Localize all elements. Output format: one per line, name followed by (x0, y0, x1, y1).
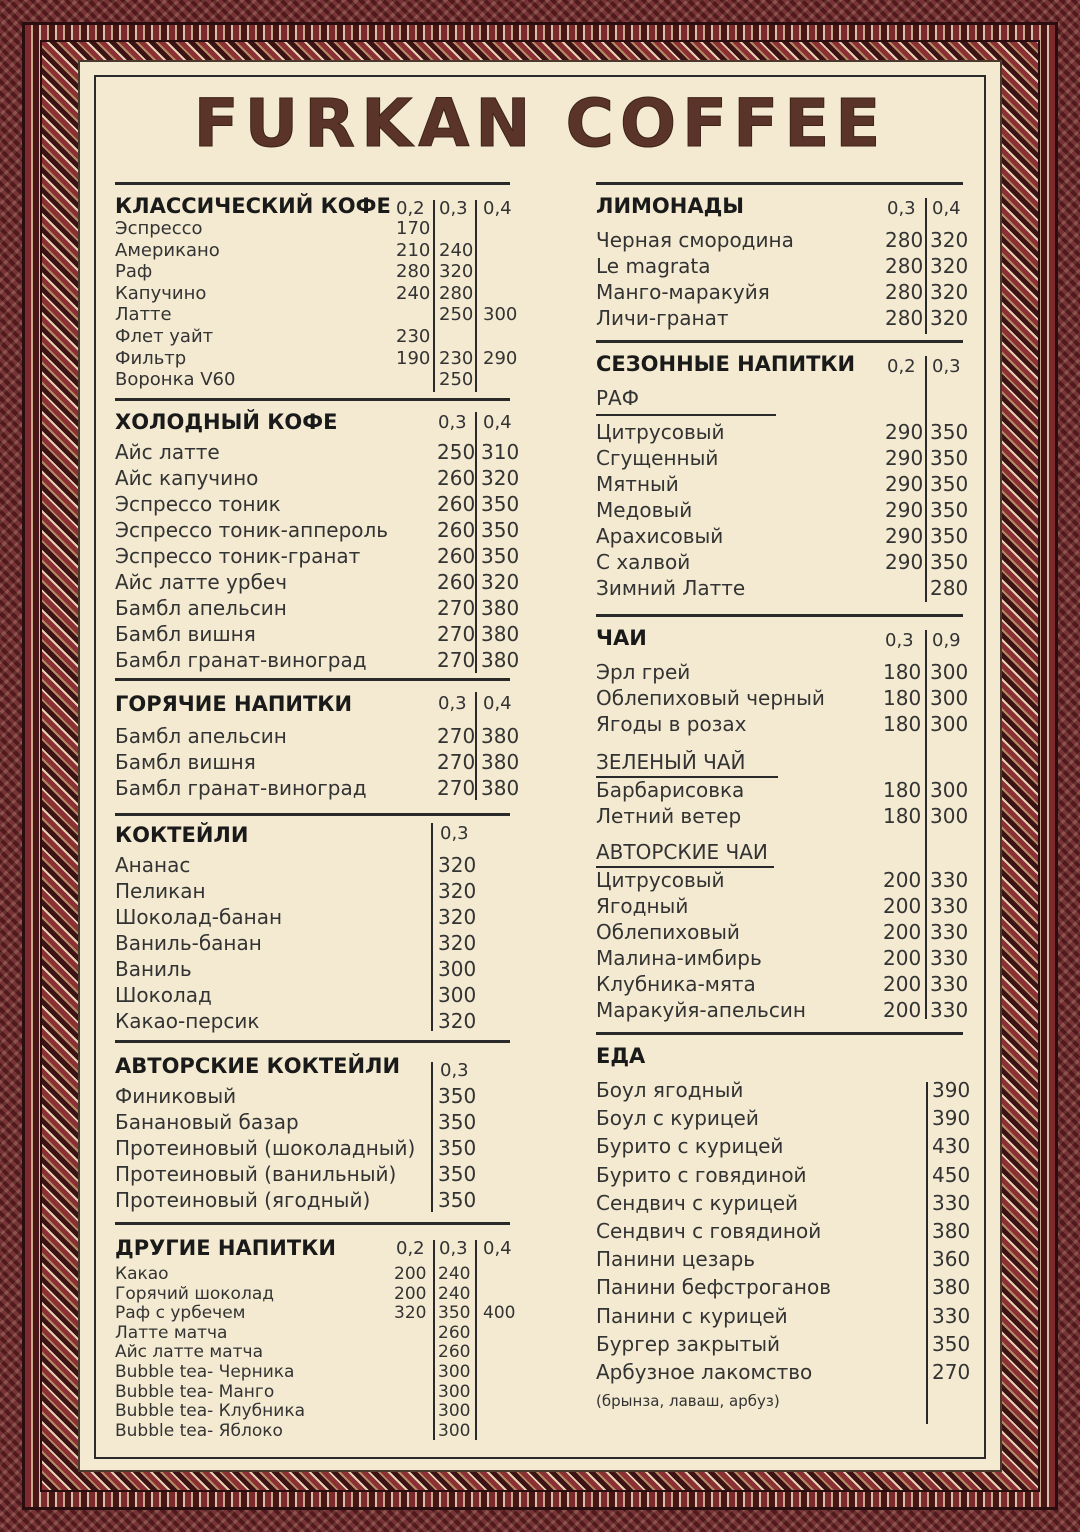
menu-item-price: 390 (932, 1106, 971, 1131)
menu-item-name: Шоколад (115, 983, 212, 1007)
section-divider (115, 1040, 510, 1043)
menu-item-price: 300 (438, 1381, 471, 1402)
menu-item-name: Бурито с говядиной (596, 1162, 807, 1187)
menu-item-price: 260 (437, 492, 476, 516)
subsection-underline (596, 414, 776, 416)
menu-item-name: Клубника-мята (596, 972, 756, 996)
menu-item-name: Цитрусовый (596, 868, 725, 892)
menu-item-name: Айс латте матча (115, 1342, 263, 1363)
size-header: 0,3 (932, 356, 961, 377)
column-separator (433, 1240, 435, 1440)
size-header: 0,3 (440, 823, 469, 844)
menu-item-price: 200 (883, 920, 922, 944)
menu-item-price: 320 (438, 905, 477, 929)
menu-item-price: 200 (883, 998, 922, 1022)
subsection-title: АВТОРСКИЕ ЧАИ (596, 840, 768, 864)
menu-item-name: С халвой (596, 550, 691, 574)
section-title: ЧАИ (596, 626, 647, 650)
menu-item-price: 350 (481, 492, 520, 516)
menu-item-price: 380 (932, 1275, 971, 1300)
menu-item-price: 300 (438, 957, 477, 981)
menu-item-name: Арбузное лакомство (596, 1360, 813, 1384)
menu-item-price: 270 (437, 750, 476, 774)
menu-item-name: Маракуйя-апельсин (596, 998, 806, 1022)
menu-item-price: 200 (394, 1283, 427, 1304)
menu-item-name: Капучино (115, 282, 207, 304)
menu-item-price: 320 (930, 254, 969, 278)
menu-item-price: 300 (930, 660, 969, 684)
menu-item-price: 290 (885, 472, 924, 496)
menu-item-name: Боул ягодный (596, 1078, 744, 1102)
size-header: 0,4 (483, 412, 512, 433)
menu-item-name: Финиковый (115, 1084, 237, 1108)
menu-item-price: 180 (883, 686, 922, 710)
column-separator (926, 1082, 928, 1424)
column-separator (925, 198, 927, 334)
menu-item-name: Бамбл вишня (115, 750, 256, 774)
menu-item-name: Ваниль-банан (115, 931, 262, 955)
menu-item-price: 380 (481, 648, 520, 672)
menu-item-price: 300 (930, 686, 969, 710)
section-divider (596, 340, 963, 343)
menu-item-name: Бургер закрытый (596, 1331, 781, 1356)
menu-item-price: 180 (883, 778, 922, 802)
menu-item-price: 320 (930, 280, 969, 304)
column-separator (475, 412, 477, 673)
section-divider (115, 1222, 510, 1225)
menu-item-name: Эспрессо (115, 218, 203, 239)
menu-item-price: 300 (930, 804, 969, 828)
menu-item-price: 260 (437, 518, 476, 542)
menu-item-price: 290 (885, 524, 924, 548)
size-header: 0,3 (438, 412, 467, 433)
column-separator (475, 200, 477, 392)
menu-item-price: 350 (930, 524, 969, 548)
section-divider (596, 1032, 963, 1035)
section-title: ХОЛОДНЫЙ КОФЕ (115, 410, 338, 434)
menu-item-name: Эрл грей (596, 660, 691, 684)
column-separator (925, 630, 927, 1019)
menu-item-name: Бамбл гранат-виноград (115, 648, 367, 672)
menu-item-name: Облепиховый черный (596, 686, 825, 710)
menu-item-price: 280 (396, 261, 431, 283)
menu-item-price: 250 (437, 440, 476, 464)
menu-item-price: 300 (438, 1401, 471, 1422)
section-title: ЕДА (596, 1044, 646, 1068)
menu-item-price: 290 (885, 550, 924, 574)
menu-item-name: Эспрессо тоник (115, 492, 281, 516)
section-divider (596, 182, 963, 185)
menu-item-price: 300 (438, 1420, 471, 1441)
section-title: КОКТЕЙЛИ (115, 823, 249, 847)
menu-item-price: 290 (483, 347, 518, 369)
menu-item-price: 240 (439, 239, 474, 261)
menu-item-name: Протеиновый (ванильный) (115, 1162, 397, 1186)
subsection-title: РАФ (596, 386, 639, 410)
menu-item-price: 320 (394, 1303, 427, 1324)
subsection-title: ЗЕЛЕНЫЙ ЧАЙ (596, 750, 746, 774)
menu-item-name: Черная смородина (596, 228, 794, 252)
menu-item-price: 350 (930, 446, 969, 470)
menu-item-price: 450 (932, 1162, 971, 1187)
menu-item-price: 350 (438, 1136, 477, 1160)
section-divider (596, 614, 963, 617)
menu-item-price: 200 (883, 972, 922, 996)
size-header: 0,4 (932, 198, 961, 219)
menu-item-name: Бамбл вишня (115, 622, 256, 646)
menu-item-price: 350 (481, 518, 520, 542)
menu-item-price: 280 (885, 306, 924, 330)
menu-item-price: 330 (930, 998, 969, 1022)
menu-item-name: Бурито с курицей (596, 1134, 784, 1159)
menu-section (115, 678, 520, 803)
menu-item-price: 180 (883, 712, 922, 736)
menu-item-price: 350 (438, 1188, 477, 1212)
menu-item-price: 200 (883, 946, 922, 970)
menu-section (596, 614, 969, 1034)
menu-item-price: 330 (930, 920, 969, 944)
menu-item-name: Ягоды в розах (596, 712, 747, 736)
menu-item-name: Барбарисовка (596, 778, 745, 802)
menu-item-price: 350 (930, 472, 969, 496)
menu-item-name: Латте матча (115, 1322, 228, 1343)
size-header: 0,2 (887, 356, 916, 377)
menu-item-name: Латте (115, 304, 172, 326)
menu-item-price: 240 (438, 1283, 471, 1304)
menu-item-price: 270 (437, 596, 476, 620)
column-separator (431, 823, 433, 1031)
section-divider (115, 182, 510, 185)
menu-item-price: 280 (439, 282, 474, 304)
menu-item-price: 230 (439, 347, 474, 369)
menu-section (596, 1032, 971, 1427)
menu-item-price: 430 (932, 1134, 971, 1159)
menu-item-name: Раф с урбечем (115, 1303, 246, 1324)
menu-item-price: 350 (930, 420, 969, 444)
menu-item-name: Панини с курицей (596, 1303, 788, 1328)
menu-item-name: Сгущенный (596, 446, 719, 470)
menu-item-name: Боул с курицей (596, 1106, 759, 1131)
menu-item-price: 350 (438, 1162, 477, 1186)
menu-item-price: 300 (930, 778, 969, 802)
size-header: 0,3 (440, 1060, 469, 1081)
menu-item-price: 360 (932, 1247, 971, 1272)
menu-item-price: 350 (481, 544, 520, 568)
menu-item-price: 210 (396, 239, 431, 261)
menu-item-name: Bubble tea- Манго (115, 1381, 275, 1402)
menu-item-name: Облепиховый (596, 920, 740, 944)
menu-item-price: 270 (437, 648, 476, 672)
menu-item-price: 310 (481, 440, 520, 464)
menu-item-name: Цитрусовый (596, 420, 725, 444)
menu-item-name: Сендвич с курицей (596, 1190, 799, 1215)
menu-item-name: Американо (115, 239, 220, 261)
menu-item-name: Малина-имбирь (596, 946, 762, 970)
menu-item-name: Ягодный (596, 894, 689, 918)
section-divider (115, 813, 510, 816)
menu-item-name: Панини цезарь (596, 1247, 756, 1272)
menu-item-name: Панини бефстроганов (596, 1275, 831, 1300)
menu-item-price: 290 (885, 446, 924, 470)
menu-item-price: 280 (930, 576, 969, 600)
section-title: ЛИМОНАДЫ (596, 194, 745, 218)
menu-item-name: Пеликан (115, 879, 206, 903)
menu-item-price: 250 (439, 369, 474, 391)
menu-title: FURKAN COFFEE (193, 85, 887, 162)
menu-item-name: Зимний Латте (596, 576, 746, 600)
menu-item-price: 300 (438, 1362, 471, 1382)
menu-item-price: 260 (437, 570, 476, 594)
menu-item-price: 240 (396, 282, 431, 304)
menu-item-name: Сендвич с говядиной (596, 1219, 822, 1243)
menu-item-price: 280 (885, 228, 924, 252)
size-header: 0,3 (885, 630, 914, 651)
menu-section (115, 1040, 510, 1215)
menu-item-price: 250 (439, 304, 474, 326)
menu-item-price: 200 (883, 894, 922, 918)
menu-item-price: 320 (438, 853, 477, 877)
menu-item-name: Bubble tea- Клубника (115, 1401, 306, 1422)
menu-item-price: 350 (930, 550, 969, 574)
menu-item-name: Флет уайт (115, 326, 214, 347)
menu-item-price: 350 (438, 1303, 471, 1324)
menu-item-name: Какао (115, 1264, 169, 1284)
menu-item-name: Ананас (115, 853, 191, 877)
menu-item-price: 260 (437, 466, 476, 490)
menu-item-price: 190 (396, 347, 431, 369)
menu-item-price: 350 (930, 498, 969, 522)
menu-item-price: 350 (438, 1110, 477, 1134)
menu-item-name: Айс капучино (115, 466, 259, 490)
size-header: 0,4 (483, 693, 512, 714)
size-header: 0,3 (887, 198, 916, 219)
menu-section (115, 182, 518, 397)
column-separator (475, 692, 477, 800)
food-note: (брынза, лаваш, арбуз) (596, 1392, 780, 1410)
menu-item-price: 180 (883, 660, 922, 684)
menu-item-name: Раф (115, 261, 153, 283)
section-divider (115, 678, 510, 681)
section-divider (115, 398, 510, 401)
menu-item-name: Личи-гранат (596, 306, 729, 330)
menu-item-price: 380 (481, 622, 520, 646)
menu-item-name: Воронка V60 (115, 369, 236, 391)
menu-item-price: 380 (932, 1219, 971, 1243)
menu-item-price: 280 (885, 254, 924, 278)
menu-item-name: Bubble tea- Черника (115, 1362, 295, 1382)
menu-item-price: 380 (481, 776, 520, 800)
menu-item-price: 270 (437, 724, 476, 748)
menu-item-name: Банановый базар (115, 1110, 299, 1134)
menu-item-price: 240 (438, 1264, 471, 1284)
menu-item-price: 320 (438, 931, 477, 955)
menu-item-price: 320 (438, 1009, 477, 1033)
menu-item-price: 260 (437, 544, 476, 568)
menu-item-price: 320 (438, 879, 477, 903)
section-title: АВТОРСКИЕ КОКТЕЙЛИ (115, 1054, 401, 1078)
menu-item-price: 330 (932, 1303, 971, 1328)
menu-item-name: Bubble tea- Яблоко (115, 1420, 283, 1441)
menu-item-price: 300 (930, 712, 969, 736)
menu-section (115, 813, 510, 1038)
size-header: 0,3 (438, 693, 467, 714)
menu-item-name: Айс латте (115, 440, 220, 464)
menu-item-price: 350 (438, 1084, 477, 1108)
menu-item-price: 300 (483, 304, 518, 326)
menu-item-price: 400 (483, 1303, 516, 1324)
size-header: 0,3 (439, 1238, 468, 1259)
menu-item-name: Горячий шоколад (115, 1283, 274, 1304)
menu-item-price: 290 (885, 420, 924, 444)
section-title: КЛАССИЧЕСКИЙ КОФЕ (115, 194, 391, 218)
section-title: СЕЗОННЫЕ НАПИТКИ (596, 352, 856, 376)
section-title: ДРУГИЕ НАПИТКИ (115, 1236, 336, 1260)
menu-item-name: Фильтр (115, 347, 187, 369)
menu-item-price: 330 (932, 1190, 971, 1215)
menu-item-price: 180 (883, 804, 922, 828)
size-header: 0,2 (396, 198, 425, 219)
menu-item-name: Эспрессо тоник-гранат (115, 544, 361, 568)
menu-item-price: 320 (930, 228, 969, 252)
menu-item-price: 330 (930, 868, 969, 892)
menu-item-price: 270 (437, 776, 476, 800)
menu-item-price: 330 (930, 972, 969, 996)
column-separator (431, 1062, 433, 1212)
menu-item-price: 320 (481, 570, 520, 594)
menu-item-price: 380 (481, 750, 520, 774)
menu-item-name: Le magrata (596, 254, 711, 278)
column-separator (925, 356, 927, 602)
size-header: 0,2 (396, 1238, 425, 1259)
menu-item-name: Протеиновый (шоколадный) (115, 1136, 416, 1160)
menu-item-price: 170 (396, 218, 431, 239)
menu-item-price: 290 (885, 498, 924, 522)
menu-item-price: 200 (883, 868, 922, 892)
menu-item-name: Арахисовый (596, 524, 724, 548)
menu-item-price: 330 (930, 946, 969, 970)
menu-item-name: Мятный (596, 472, 679, 496)
menu-item-price: 200 (394, 1264, 427, 1284)
menu-item-price: 260 (438, 1342, 471, 1363)
menu-item-price: 380 (481, 596, 520, 620)
menu-item-price: 270 (437, 622, 476, 646)
menu-item-name: Бамбл апельсин (115, 724, 287, 748)
menu-item-name: Бамбл апельсин (115, 596, 287, 620)
menu-item-name: Ваниль (115, 957, 192, 981)
menu-item-price: 390 (932, 1078, 971, 1102)
menu-item-price: 380 (481, 724, 520, 748)
size-header: 0,3 (439, 198, 468, 219)
menu-section (115, 398, 520, 678)
menu-section (596, 182, 969, 337)
menu-item-price: 320 (481, 466, 520, 490)
menu-section (596, 340, 969, 610)
menu-item-name: Манго-маракуйя (596, 280, 770, 304)
menu-item-price: 300 (438, 983, 477, 1007)
menu-item-name: Летний ветер (596, 804, 742, 828)
menu-item-name: Шоколад-банан (115, 905, 283, 929)
menu-section (115, 1222, 516, 1442)
menu-item-price: 280 (885, 280, 924, 304)
size-header: 0,9 (932, 630, 961, 651)
menu-item-name: Медовый (596, 498, 693, 522)
menu-item-name: Какао-персик (115, 1009, 260, 1033)
size-header: 0,4 (483, 1238, 512, 1259)
menu-item-name: Айс латте урбеч (115, 570, 288, 594)
menu-item-name: Бамбл гранат-виноград (115, 776, 367, 800)
menu-item-price: 260 (438, 1322, 471, 1343)
column-separator (475, 1240, 477, 1440)
menu-item-price: 320 (439, 261, 474, 283)
menu-item-price: 320 (930, 306, 969, 330)
section-title: ГОРЯЧИЕ НАПИТКИ (115, 692, 353, 716)
size-header: 0,4 (483, 198, 512, 219)
menu-item-price: 330 (930, 894, 969, 918)
menu-item-name: Протеиновый (ягодный) (115, 1188, 371, 1212)
menu-item-price: 350 (932, 1331, 971, 1356)
column-separator (433, 200, 435, 392)
menu-item-name: Эспрессо тоник-аппероль (115, 518, 389, 542)
menu-item-price: 230 (396, 326, 431, 347)
menu-item-price: 270 (932, 1360, 971, 1384)
